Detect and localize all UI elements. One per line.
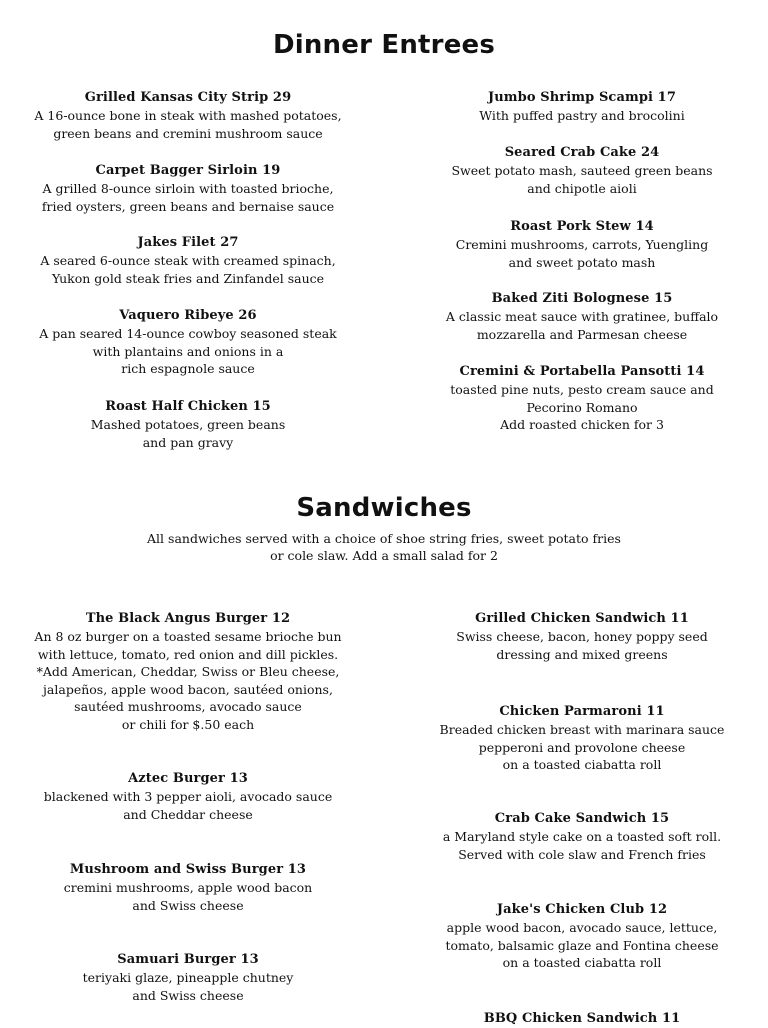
item-name: Aztec Burger 13 xyxy=(128,771,248,786)
item-description: teriyaki glaze, pineapple chutney and Swiss cheese xyxy=(82,970,294,1003)
item-name: Roast Half Chicken 15 xyxy=(105,399,271,414)
item-name: Seared Crab Cake 24 xyxy=(504,145,660,160)
item-name: Samuari Burger 13 xyxy=(117,952,259,967)
menu-item xyxy=(8,770,368,823)
item-name: Baked Ziti Bolognese 15 xyxy=(491,291,673,306)
entrees-title: Dinner Entrees xyxy=(272,30,496,60)
menu-item xyxy=(8,398,368,451)
item-name: Cremini & Portabella Pansotti 14 xyxy=(459,364,705,379)
item-name: Jakes Filet 27 xyxy=(137,235,239,250)
sandwiches-intro: All sandwiches served with a choice of shoe string fries, sweet potato fries or cole slaw. Add a small salad for 2 xyxy=(147,531,621,563)
item-name: Vaquero Ribeye 26 xyxy=(119,308,257,323)
item-description: A 16-ounce bone in steak with mashed potatoes, green beans and cremini mushroom sauce xyxy=(34,108,342,141)
menu-item xyxy=(402,89,762,125)
menu-item xyxy=(8,89,368,142)
item-description: A pan seared 14-ounce cowboy seasoned steak with plantains and onions in a rich espagnole sauce xyxy=(39,326,337,377)
menu-item xyxy=(402,610,762,663)
sandwiches-title: Sandwiches xyxy=(296,493,472,523)
item-description: Swiss cheese, bacon, honey poppy seed dressing and mixed greens xyxy=(456,629,708,662)
menu-item xyxy=(402,144,762,197)
item-description: toasted pine nuts, pesto cream sauce and Pecorino Romano Add roasted chicken for 3 xyxy=(450,382,714,433)
item-name: Grilled Chicken Sandwich 11 xyxy=(475,611,689,626)
menu-item xyxy=(8,162,368,215)
item-name: Jake's Chicken Club 12 xyxy=(496,902,668,917)
item-description: Breaded chicken breast with marinara sauce pepperoni and provolone cheese on a toasted ciabatta roll xyxy=(439,722,725,773)
item-description: cremini mushrooms, apple wood bacon and Swiss cheese xyxy=(63,880,313,913)
item-name: BBQ Chicken Sandwich 11 xyxy=(483,1011,681,1026)
item-description: apple wood bacon, avocado sauce, lettuce, tomato, balsamic glaze and Fontina cheese on a toasted ciabatta roll xyxy=(445,920,719,971)
menu-item xyxy=(402,363,762,434)
menu-item xyxy=(8,307,368,378)
item-name: Grilled Kansas City Strip 29 xyxy=(84,90,292,105)
item-name: The Black Angus Burger 12 xyxy=(85,611,291,626)
menu-item xyxy=(402,290,762,343)
item-name: Chicken Parmaroni 11 xyxy=(499,704,665,719)
menu-item xyxy=(402,218,762,271)
item-description: Sweet potato mash, sauteed green beans and chipotle aioli xyxy=(451,163,713,196)
item-description: An 8 oz burger on a toasted sesame brioche bun with lettuce, tomato, red onion and dill pickles. *Add American, Cheddar, Swiss or Bleu cheese, jalapeños, apple wood bacon, sautéed onions, sautéed mushrooms, avocado sauce or chili for $.50 each xyxy=(34,629,342,732)
item-name: Crab Cake Sandwich 15 xyxy=(494,811,670,826)
item-description: A grilled 8-ounce sirloin with toasted brioche, fried oysters, green beans and bernaise sauce xyxy=(41,181,335,214)
item-description: With puffed pastry and brocolini xyxy=(479,108,685,123)
item-name: Roast Pork Stew 14 xyxy=(510,219,654,234)
menu-item xyxy=(402,1010,762,1028)
item-description: Mashed potatoes, green beans and pan gravy xyxy=(90,417,286,450)
item-description: A classic meat sauce with gratinee, buffalo mozzarella and Parmesan cheese xyxy=(445,309,719,342)
menu-item xyxy=(8,861,368,914)
item-description: blackened with 3 pepper aioli, avocado sauce and Cheddar cheese xyxy=(43,789,333,822)
item-name: Carpet Bagger Sirloin 19 xyxy=(95,163,281,178)
menu-item xyxy=(8,610,368,734)
item-name: Jumbo Shrimp Scampi 17 xyxy=(488,90,676,105)
item-description: A seared 6-ounce steak with creamed spinach, Yukon gold steak fries and Zinfandel sauce xyxy=(40,253,336,286)
menu-item xyxy=(402,901,762,972)
menu-item xyxy=(402,810,762,863)
menu-item xyxy=(8,951,368,1004)
menu-item xyxy=(402,703,762,774)
item-description: a Maryland style cake on a toasted soft roll. Served with cole slaw and French fries xyxy=(442,829,722,862)
item-description: Cremini mushrooms, carrots, Yuengling and sweet potato mash xyxy=(455,237,709,270)
item-name: Mushroom and Swiss Burger 13 xyxy=(69,862,307,877)
menu-item xyxy=(8,234,368,287)
